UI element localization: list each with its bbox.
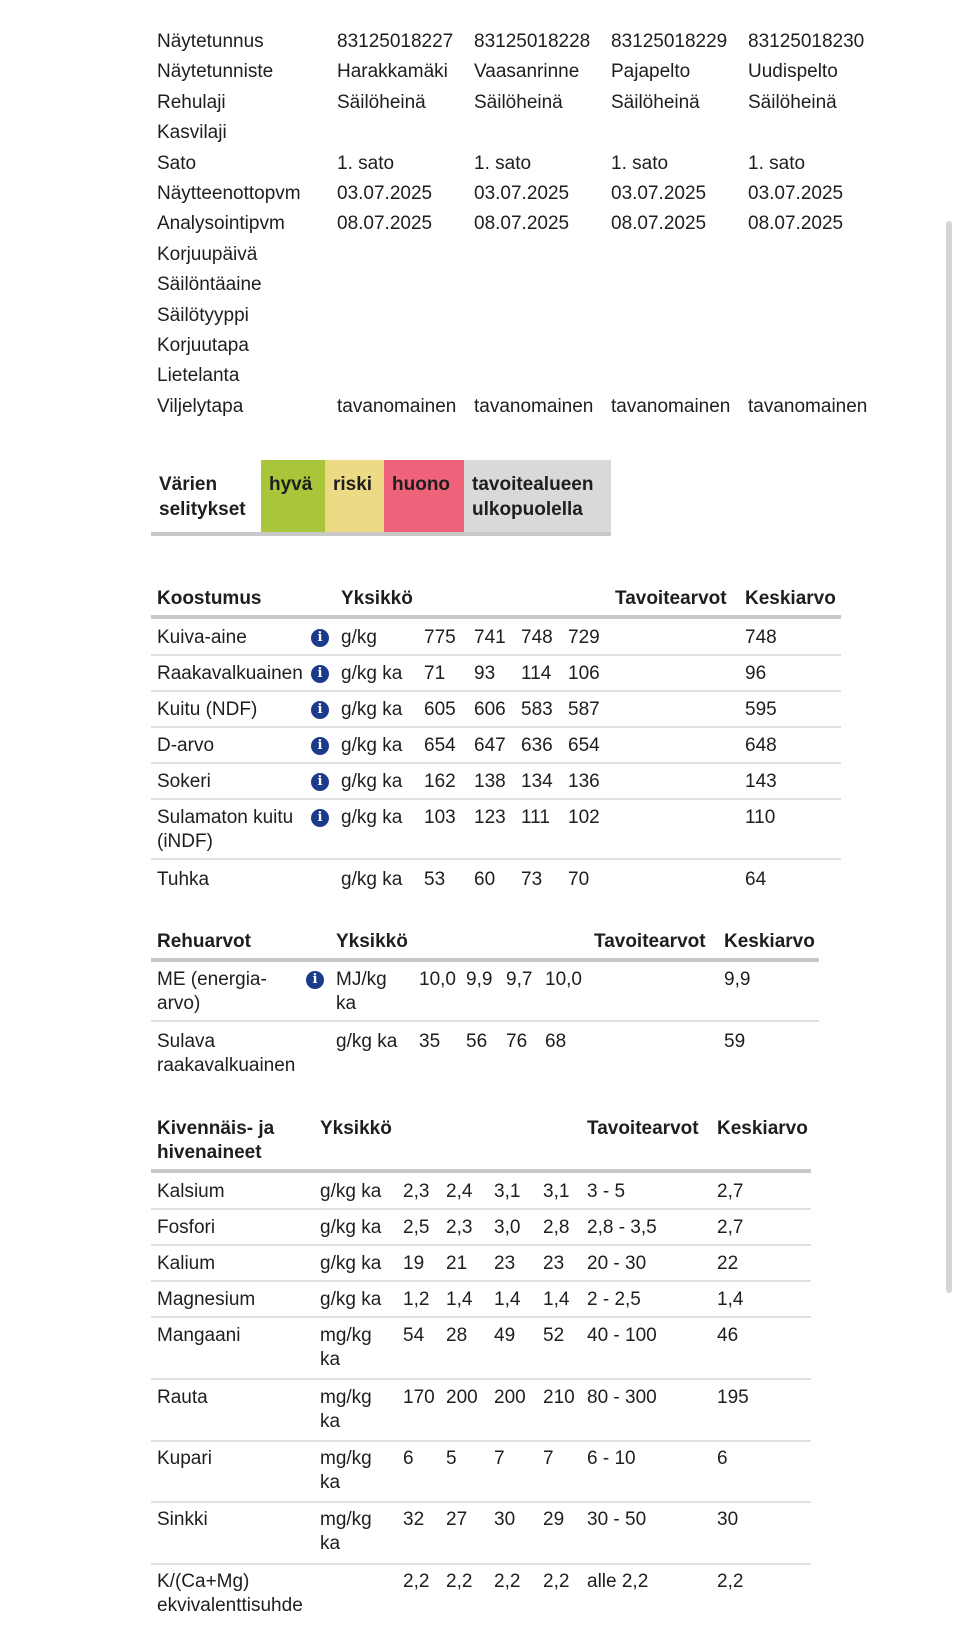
meta-value: 1. sato: [748, 152, 806, 174]
meta-label: Rehulaji: [157, 91, 226, 113]
kivennais-row-value: 2,2: [446, 1571, 473, 1592]
koostumus-row-avg: 110: [745, 807, 776, 828]
koostumus-row-value: 103: [424, 807, 456, 828]
kivennais-row-value: 30: [494, 1509, 516, 1530]
koostumus-row-value: 741: [474, 627, 506, 648]
koostumus-row-name: Sokeri: [157, 771, 211, 792]
rehuarvot-row-value: 56: [466, 1031, 488, 1052]
legend-bad: huono: [392, 474, 451, 495]
kivennais-row-value: 23: [494, 1253, 516, 1274]
info-icon[interactable]: i: [306, 971, 324, 989]
kivennais-row-unit: g/kg ka: [320, 1289, 382, 1310]
koostumus-row-divider: [151, 858, 841, 860]
koostumus-row-divider: [151, 798, 841, 800]
kivennais-row-value: 7: [543, 1448, 554, 1469]
koostumus-row-value: 162: [424, 771, 456, 792]
koostumus-row-value: 71: [424, 663, 446, 684]
rehuarvot-row-value: 10,0: [545, 969, 582, 990]
kivennais-row-value: 28: [446, 1325, 468, 1346]
koostumus-row-value: 654: [424, 735, 456, 756]
koostumus-row-value: 654: [568, 735, 600, 756]
kivennais-row-unit: g/kg ka: [320, 1217, 382, 1238]
koostumus-row-divider: [151, 654, 841, 656]
meta-value: 1. sato: [337, 152, 395, 174]
koostumus-row-value: 70: [568, 869, 590, 890]
koostumus-row-value: 123: [474, 807, 506, 828]
kivennais-row-value: 170: [403, 1387, 435, 1408]
koostumus-header-name: Koostumus: [157, 588, 262, 609]
meta-value: tavanomainen: [611, 395, 731, 417]
kivennais-row-value: 3,0: [494, 1217, 521, 1238]
rehuarvot-row-name: ME (energia-arvo): [157, 969, 267, 1014]
kivennais-row-avg: 2,7: [717, 1181, 744, 1202]
koostumus-row-unit: g/kg ka: [341, 699, 403, 720]
koostumus-row-value: 729: [568, 627, 600, 648]
koostumus-header-target: Tavoitearvot: [615, 588, 727, 609]
rehuarvot-header-unit: Yksikkö: [336, 931, 408, 952]
kivennais-row-value: 200: [446, 1387, 478, 1408]
kivennais-row-divider: [151, 1208, 811, 1210]
meta-value: 08.07.2025: [337, 213, 433, 235]
meta-value: tavanomainen: [474, 395, 594, 417]
koostumus-row-divider: [151, 762, 841, 764]
info-icon[interactable]: i: [311, 629, 329, 647]
kivennais-row-name: Kalsium: [157, 1181, 225, 1202]
kivennais-row-value: 54: [403, 1325, 425, 1346]
kivennais-row-unit: mg/kg ka: [320, 1387, 372, 1432]
kivennais-row-avg: 2,2: [717, 1571, 744, 1592]
meta-value: Säilöheinä: [474, 91, 563, 113]
rehuarvot-row-divider: [151, 1020, 819, 1022]
koostumus-row-value: 748: [521, 627, 553, 648]
kivennais-row-target: 2 - 2,5: [587, 1289, 641, 1310]
meta-value: 03.07.2025: [337, 183, 433, 204]
kivennais-row-divider: [151, 1280, 811, 1282]
koostumus-header-rule: [151, 615, 841, 619]
kivennais-row-divider: [151, 1244, 811, 1246]
kivennais-row-unit: mg/kg ka: [320, 1509, 372, 1554]
kivennais-row-value: 2,2: [494, 1571, 521, 1592]
kivennais-header-unit: Yksikkö: [320, 1118, 392, 1139]
kivennais-row-target: 80 - 300: [587, 1387, 657, 1408]
legend-bad-swatch: [384, 460, 464, 534]
rehuarvot-row-value: 10,0: [419, 969, 456, 990]
kivennais-row-avg: 6: [717, 1448, 728, 1469]
koostumus-row-value: 106: [568, 663, 600, 684]
koostumus-row-value: 605: [424, 699, 456, 720]
koostumus-row-value: 587: [568, 699, 600, 720]
meta-value: 08.07.2025: [611, 213, 707, 235]
meta-label: Säilöntäaine: [157, 274, 262, 296]
meta-value: tavanomainen: [337, 395, 457, 417]
kivennais-row-value: 49: [494, 1325, 516, 1346]
meta-label: Korjuutapa: [157, 335, 249, 356]
kivennais-row-target: alle 2,2: [587, 1571, 649, 1592]
meta-value: Säilöheinä: [611, 91, 700, 113]
kivennais-row-target: 20 - 30: [587, 1253, 647, 1274]
rehuarvot-row-value: 9,7: [506, 969, 533, 990]
kivennais-header-avg: Keskiarvo: [717, 1118, 808, 1139]
koostumus-row-name: Raakavalkuainen: [157, 663, 303, 684]
rehuarvot-header-name: Rehuarvot: [157, 931, 251, 952]
kivennais-row-divider: [151, 1501, 811, 1503]
meta-value: 03.07.2025: [474, 183, 570, 204]
meta-value: Säilöheinä: [337, 91, 426, 113]
meta-label: Säilötyyppi: [157, 304, 249, 326]
kivennais-row-avg: 30: [717, 1509, 739, 1530]
kivennais-row-value: 2,2: [403, 1571, 430, 1592]
kivennais-row-value: 1,2: [403, 1289, 430, 1310]
meta-label: Analysointipvm: [157, 213, 285, 235]
koostumus-header-unit: Yksikkö: [341, 588, 413, 609]
kivennais-row-value: 29: [543, 1509, 565, 1530]
meta-value: Pajapelto: [611, 61, 691, 83]
rehuarvot-header-target: Tavoitearvot: [594, 931, 706, 952]
koostumus-row-value: 73: [521, 869, 543, 890]
kivennais-row-avg: 46: [717, 1325, 739, 1346]
koostumus-row-value: 60: [474, 869, 496, 890]
legend-outside: tavoitealueen ulkopuolella: [472, 474, 594, 520]
kivennais-row-value: 5: [446, 1448, 457, 1469]
kivennais-row-name: Kalium: [157, 1253, 216, 1274]
koostumus-row-value: 136: [568, 771, 600, 792]
meta-label: Sato: [157, 152, 197, 174]
koostumus-row-unit: g/kg ka: [341, 663, 403, 684]
koostumus-row-unit: g/kg ka: [341, 869, 403, 890]
koostumus-row-unit: g/kg ka: [341, 771, 403, 792]
meta-label: Näytetunnus: [157, 31, 264, 52]
kivennais-row-value: 27: [446, 1509, 468, 1530]
meta-value: 03.07.2025: [748, 183, 844, 204]
kivennais-row-value: 32: [403, 1509, 425, 1530]
kivennais-row-target: 30 - 50: [587, 1509, 647, 1530]
koostumus-row-value: 111: [521, 807, 550, 828]
kivennais-row-value: 1,4: [494, 1289, 521, 1310]
meta-value: 03.07.2025: [611, 183, 707, 204]
legend-good-swatch: [261, 460, 325, 534]
koostumus-row-value: 53: [424, 869, 446, 890]
rehuarvot-row-value: 76: [506, 1031, 528, 1052]
legend-title-swatch: [151, 460, 261, 534]
koostumus-row-value: 138: [474, 771, 506, 792]
meta-label: Lietelanta: [157, 365, 240, 387]
koostumus-row-value: 583: [521, 699, 553, 720]
meta-value: 1. sato: [611, 152, 669, 174]
koostumus-row-name: Kuitu (NDF): [157, 699, 258, 720]
kivennais-row-value: 52: [543, 1325, 565, 1346]
info-icon[interactable]: i: [311, 809, 329, 827]
legend-risk: riski: [333, 474, 373, 495]
legend-outside-swatch: [464, 460, 611, 534]
meta-value: 08.07.2025: [748, 213, 844, 235]
meta-label: Viljelytapa: [157, 395, 244, 417]
kivennais-row-divider: [151, 1563, 811, 1565]
kivennais-row-value: 2,5: [403, 1217, 430, 1238]
kivennais-row-unit: mg/kg ka: [320, 1448, 372, 1493]
kivennais-row-avg: 1,4: [717, 1289, 744, 1310]
meta-value: Uudispelto: [748, 61, 838, 83]
koostumus-row-value: 647: [474, 735, 506, 756]
kivennais-header-rule: [151, 1169, 811, 1173]
info-icon[interactable]: i: [311, 665, 329, 683]
meta-value: tavanomainen: [748, 395, 868, 417]
kivennais-row-target: 40 - 100: [587, 1325, 657, 1346]
meta-value: 83125018228: [474, 31, 591, 52]
koostumus-row-value: 114: [521, 663, 552, 684]
koostumus-row-value: 134: [521, 771, 553, 792]
meta-label: Kasvilaji: [157, 122, 227, 144]
meta-value: 08.07.2025: [474, 213, 570, 235]
kivennais-row-value: 23: [543, 1253, 565, 1274]
rehuarvot-row-avg: 59: [724, 1031, 746, 1052]
rehuarvot-row-name: Sulava raakavalkuainen: [157, 1031, 296, 1076]
kivennais-row-name: Sinkki: [157, 1509, 208, 1530]
rehuarvot-row-value: 68: [545, 1031, 567, 1052]
koostumus-row-value: 93: [474, 663, 496, 684]
kivennais-row-value: 2,8: [543, 1217, 570, 1238]
kivennais-row-target: 2,8 - 3,5: [587, 1217, 657, 1238]
koostumus-row-name: D-arvo: [157, 735, 215, 756]
color-legend: [151, 460, 611, 534]
rehuarvot-row-unit: MJ/kg ka: [336, 969, 387, 1014]
meta-label: Näytetunniste: [157, 61, 274, 83]
kivennais-row-value: 6: [403, 1448, 414, 1469]
kivennais-header-target: Tavoitearvot: [587, 1118, 699, 1139]
kivennais-row-name: Fosfori: [157, 1217, 216, 1238]
kivennais-row-value: 200: [494, 1387, 526, 1408]
kivennais-row-name: Kupari: [157, 1448, 212, 1469]
kivennais-row-target: 3 - 5: [587, 1181, 626, 1202]
meta-label: Korjuupäivä: [157, 243, 258, 265]
koostumus-row-avg: 648: [745, 735, 777, 756]
koostumus-row-avg: 595: [745, 699, 777, 720]
rehuarvot-row-avg: 9,9: [724, 969, 751, 990]
rehuarvot-row-unit: g/kg ka: [336, 1031, 398, 1052]
koostumus-header-avg: Keskiarvo: [745, 588, 836, 609]
kivennais-row-name: Mangaani: [157, 1325, 241, 1346]
koostumus-row-avg: 143: [745, 771, 777, 792]
kivennais-row-value: 19: [403, 1253, 425, 1274]
kivennais-row-value: 21: [446, 1253, 468, 1274]
info-icon[interactable]: i: [311, 737, 329, 755]
kivennais-row-target: 6 - 10: [587, 1448, 636, 1469]
kivennais-row-value: 1,4: [446, 1289, 473, 1310]
kivennais-row-divider: [151, 1316, 811, 1318]
meta-value: 83125018230: [748, 31, 865, 52]
koostumus-row-unit: g/kg ka: [341, 735, 403, 756]
koostumus-row-name: Kuiva-aine: [157, 627, 247, 648]
rehuarvot-row-value: 9,9: [466, 969, 493, 990]
meta-value: Vaasanrinne: [474, 61, 580, 83]
koostumus-row-avg: 64: [745, 869, 767, 890]
kivennais-row-divider: [151, 1378, 811, 1380]
legend-good: hyvä: [269, 474, 313, 495]
meta-value: 83125018227: [337, 31, 454, 52]
koostumus-row-unit: g/kg ka: [341, 807, 403, 828]
kivennais-row-unit: g/kg ka: [320, 1181, 382, 1202]
meta-label: Näytteenottopvm: [157, 183, 301, 204]
meta-value: Harakkamäki: [337, 61, 448, 83]
kivennais-row-value: 2,4: [446, 1181, 473, 1202]
rehuarvot-header-avg: Keskiarvo: [724, 931, 815, 952]
kivennais-header-name: Kivennäis- ja hivenaineet: [157, 1118, 275, 1163]
info-icon[interactable]: i: [311, 773, 329, 791]
meta-value: Säilöheinä: [748, 91, 837, 113]
kivennais-row-name: Rauta: [157, 1387, 208, 1408]
koostumus-row-name: Tuhka: [157, 869, 210, 890]
kivennais-row-value: 3,1: [543, 1181, 570, 1202]
meta-value: 83125018229: [611, 31, 728, 52]
meta-value: 1. sato: [474, 152, 532, 174]
koostumus-row-value: 102: [568, 807, 600, 828]
koostumus-row-value: 606: [474, 699, 506, 720]
kivennais-row-divider: [151, 1440, 811, 1442]
kivennais-row-value: 210: [543, 1387, 575, 1408]
kivennais-row-name: K/(Ca+Mg) ekvivalenttisuhde: [157, 1571, 303, 1616]
koostumus-row-avg: 96: [745, 663, 767, 684]
koostumus-row-value: 636: [521, 735, 553, 756]
kivennais-row-value: 2,3: [403, 1181, 430, 1202]
kivennais-row-value: 7: [494, 1448, 505, 1469]
kivennais-row-value: 2,3: [446, 1217, 473, 1238]
kivennais-row-avg: 195: [717, 1387, 749, 1408]
koostumus-row-divider: [151, 690, 841, 692]
koostumus-row-divider: [151, 726, 841, 728]
kivennais-row-name: Magnesium: [157, 1289, 256, 1310]
legend-underline: [151, 532, 611, 536]
legend-risk-swatch: [325, 460, 384, 534]
rehuarvot-row-value: 35: [419, 1031, 441, 1052]
koostumus-row-avg: 748: [745, 627, 777, 648]
kivennais-row-value: 2,2: [543, 1571, 570, 1592]
koostumus-row-name: Sulamaton kuitu (iNDF): [157, 807, 294, 852]
kivennais-row-value: 1,4: [543, 1289, 570, 1310]
kivennais-row-avg: 2,7: [717, 1217, 744, 1238]
scrollbar[interactable]: [946, 221, 952, 1293]
koostumus-row-value: 775: [424, 627, 456, 648]
rehuarvot-header-rule: [151, 958, 819, 962]
legend-title: Värien selitykset: [159, 474, 246, 520]
kivennais-row-avg: 22: [717, 1253, 739, 1274]
kivennais-row-unit: g/kg ka: [320, 1253, 382, 1274]
koostumus-row-unit: g/kg: [341, 627, 377, 648]
kivennais-row-unit: mg/kg ka: [320, 1325, 372, 1370]
kivennais-row-value: 3,1: [494, 1181, 521, 1202]
info-icon[interactable]: i: [311, 701, 329, 719]
